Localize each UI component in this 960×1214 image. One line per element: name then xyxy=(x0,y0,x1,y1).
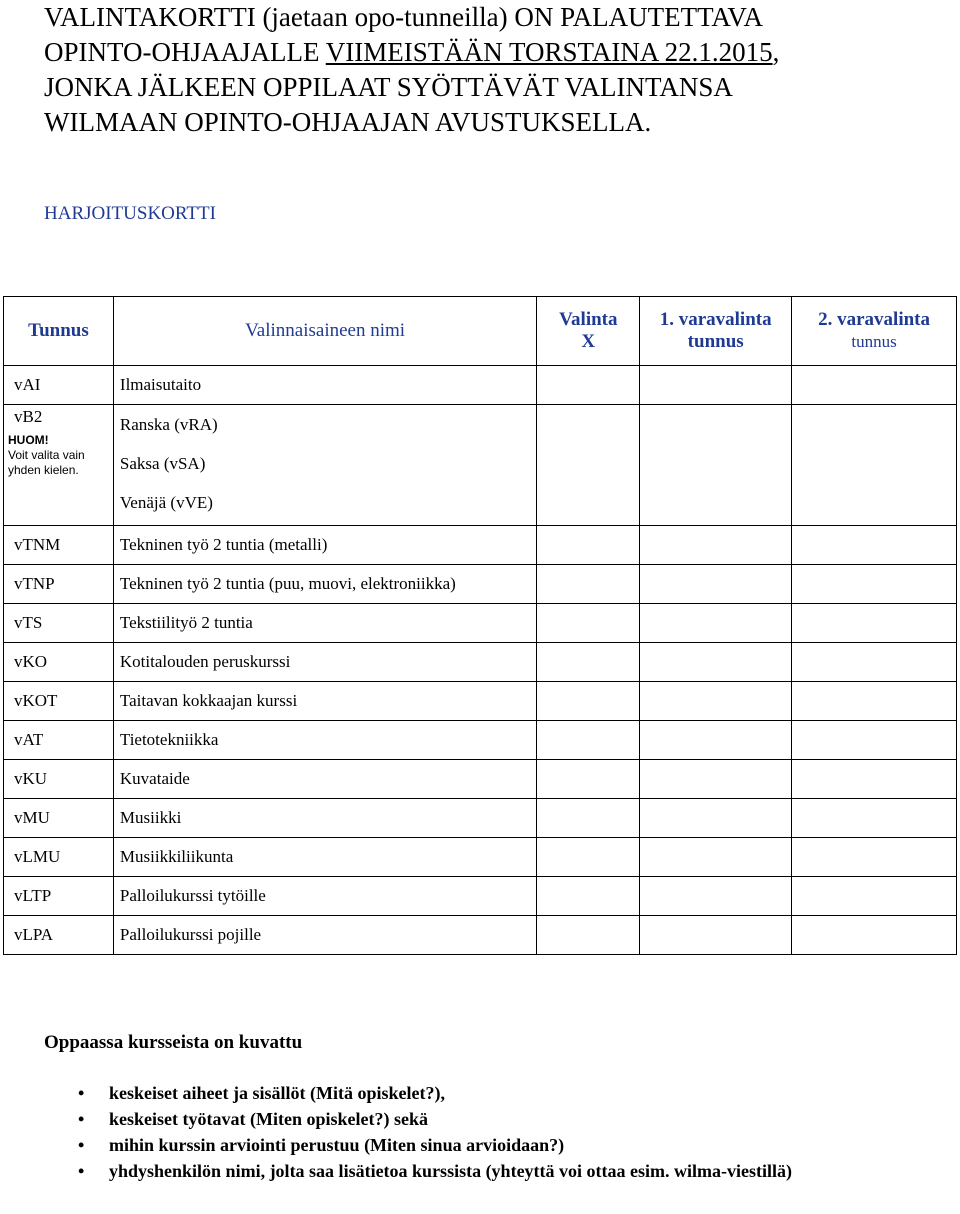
choice-cell[interactable] xyxy=(537,838,640,877)
course-name: Tekninen työ 2 tuntia (puu, muovi, elektroniikka) xyxy=(113,565,536,604)
table-row xyxy=(4,366,957,405)
course-code: vLPA xyxy=(4,916,114,955)
practice-card-title: HARJOITUSKORTTI xyxy=(44,203,216,224)
table-row xyxy=(4,643,957,682)
header-alternative-2 xyxy=(792,297,957,366)
list-item-text: keskeiset aiheet ja sisällöt (Mitä opiskelet?), xyxy=(109,1083,445,1103)
table-row xyxy=(4,565,957,604)
heading-line-2-prefix: OPINTO-OHJAAJALLE xyxy=(44,37,326,67)
heading-line-3: JONKA JÄLKEEN OPPILAAT SYÖTTÄVÄT VALINTANSA xyxy=(44,72,733,102)
alt1-cell[interactable] xyxy=(640,799,792,838)
choice-cell[interactable] xyxy=(537,604,640,643)
header-alt2-line2: tunnus xyxy=(851,332,897,351)
course-name: Tekninen työ 2 tuntia (metalli) xyxy=(113,526,536,565)
alt1-cell[interactable] xyxy=(640,877,792,916)
document-heading xyxy=(44,0,944,140)
bullet-icon: • xyxy=(78,1161,85,1181)
alt2-cell[interactable] xyxy=(792,405,957,526)
list-item xyxy=(78,1108,878,1130)
list-item xyxy=(78,1082,878,1104)
language-options xyxy=(113,405,536,526)
selection-table xyxy=(3,296,957,955)
course-code: vKOT xyxy=(4,682,114,721)
table-row xyxy=(4,682,957,721)
alt1-cell[interactable] xyxy=(640,526,792,565)
choice-cell[interactable] xyxy=(537,405,640,526)
alt2-cell[interactable] xyxy=(792,916,957,955)
list-item-text: keskeiset työtavat (Miten opiskelet?) sekä xyxy=(109,1109,428,1129)
header-choice-line2: X xyxy=(581,331,596,352)
language-note xyxy=(8,433,113,478)
course-name: Musiikki xyxy=(113,799,536,838)
bullet-icon: • xyxy=(78,1083,85,1103)
header-choice xyxy=(537,297,640,366)
alt2-cell[interactable] xyxy=(792,526,957,565)
course-name: Palloilukurssi tytöille xyxy=(113,877,536,916)
course-code: vKU xyxy=(4,760,114,799)
alt2-cell[interactable] xyxy=(792,799,957,838)
heading-line-2-suffix: , xyxy=(772,37,780,67)
language-option: Venäjä (vVE) xyxy=(119,493,213,512)
choice-cell[interactable] xyxy=(537,877,640,916)
bullet-icon: • xyxy=(78,1135,85,1155)
alt1-cell[interactable] xyxy=(640,721,792,760)
header-choice-line1: Valinta xyxy=(559,309,618,330)
course-name: Tietotekniikka xyxy=(113,721,536,760)
course-code: vAI xyxy=(4,366,114,405)
bullet-icon: • xyxy=(78,1109,85,1129)
language-code-cell xyxy=(4,405,114,526)
choice-cell[interactable] xyxy=(537,366,640,405)
alt2-cell[interactable] xyxy=(792,721,957,760)
header-alt1-line1: 1. varavalinta xyxy=(659,309,772,330)
course-name: Ilmaisutaito xyxy=(113,366,536,405)
heading-line-4: WILMAAN OPINTO-OHJAAJAN AVUSTUKSELLA. xyxy=(44,107,652,137)
alt1-cell[interactable] xyxy=(640,366,792,405)
course-code: vTNP xyxy=(4,565,114,604)
course-code: vKO xyxy=(4,643,114,682)
heading-line-1: VALINTAKORTTI (jaetaan opo-tunneilla) ON PALAUTETTAVA xyxy=(44,2,763,32)
language-code: vB2 xyxy=(14,407,43,426)
course-name: Musiikkiliikunta xyxy=(113,838,536,877)
alt1-cell[interactable] xyxy=(640,565,792,604)
alt2-cell[interactable] xyxy=(792,760,957,799)
alt1-cell[interactable] xyxy=(640,643,792,682)
table-row xyxy=(4,760,957,799)
course-name: Palloilukurssi pojille xyxy=(113,916,536,955)
course-code: vLTP xyxy=(4,877,114,916)
language-group-row xyxy=(4,405,957,526)
alt2-cell[interactable] xyxy=(792,682,957,721)
course-name: Kuvataide xyxy=(113,760,536,799)
alt2-cell[interactable] xyxy=(792,643,957,682)
alt1-cell[interactable] xyxy=(640,682,792,721)
choice-cell[interactable] xyxy=(537,721,640,760)
table-row xyxy=(4,838,957,877)
deadline-underlined: VIIMEISTÄÄN TORSTAINA 22.1.2015 xyxy=(325,37,773,67)
guide-list xyxy=(78,1082,878,1186)
language-option: Ranska (vRA) xyxy=(119,415,218,434)
language-note-bold: HUOM! xyxy=(8,433,49,447)
language-note-text: Voit valita vain yhden kielen. xyxy=(8,448,85,477)
course-name: Kotitalouden peruskurssi xyxy=(113,643,536,682)
header-alt1-line2: tunnus xyxy=(687,331,744,352)
choice-cell[interactable] xyxy=(537,643,640,682)
list-item xyxy=(78,1160,878,1182)
course-name: Tekstiilityö 2 tuntia xyxy=(113,604,536,643)
table-row xyxy=(4,604,957,643)
table-row xyxy=(4,799,957,838)
course-code: vMU xyxy=(4,799,114,838)
course-code: vTNM xyxy=(4,526,114,565)
course-code: vTS xyxy=(4,604,114,643)
header-alt2-line1: 2. varavalinta xyxy=(818,309,930,330)
alt1-cell[interactable] xyxy=(640,838,792,877)
table-row xyxy=(4,721,957,760)
header-alternative-1 xyxy=(640,297,792,366)
list-item-text: yhdyshenkilön nimi, jolta saa lisätietoa kurssista (yhteyttä voi ottaa esim. wilma-viestillä) xyxy=(109,1161,792,1181)
choice-cell[interactable] xyxy=(537,799,640,838)
choice-cell[interactable] xyxy=(537,682,640,721)
list-item-text: mihin kurssin arviointi perustuu (Miten sinua arvioidaan?) xyxy=(109,1135,565,1155)
choice-cell[interactable] xyxy=(537,760,640,799)
table-row xyxy=(4,526,957,565)
course-code: vLMU xyxy=(4,838,114,877)
alt2-cell[interactable] xyxy=(792,565,957,604)
choice-cell[interactable] xyxy=(537,526,640,565)
course-name: Taitavan kokkaajan kurssi xyxy=(113,682,536,721)
alt1-cell[interactable] xyxy=(640,760,792,799)
header-name: Valinnaisaineen nimi xyxy=(113,297,536,366)
table-row xyxy=(4,916,957,955)
table-row xyxy=(4,877,957,916)
guide-title: Oppaassa kursseista on kuvattu xyxy=(44,1032,303,1053)
alt1-cell[interactable] xyxy=(640,405,792,526)
alt1-cell[interactable] xyxy=(640,604,792,643)
choice-cell[interactable] xyxy=(537,916,640,955)
alt2-cell[interactable] xyxy=(792,604,957,643)
alt1-cell[interactable] xyxy=(640,916,792,955)
alt2-cell[interactable] xyxy=(792,838,957,877)
alt2-cell[interactable] xyxy=(792,877,957,916)
course-code: vAT xyxy=(4,721,114,760)
choice-cell[interactable] xyxy=(537,565,640,604)
heading-line-2 xyxy=(44,35,944,70)
alt2-cell[interactable] xyxy=(792,366,957,405)
list-item xyxy=(78,1134,878,1156)
header-code: Tunnus xyxy=(4,297,114,366)
language-option: Saksa (vSA) xyxy=(119,454,206,473)
